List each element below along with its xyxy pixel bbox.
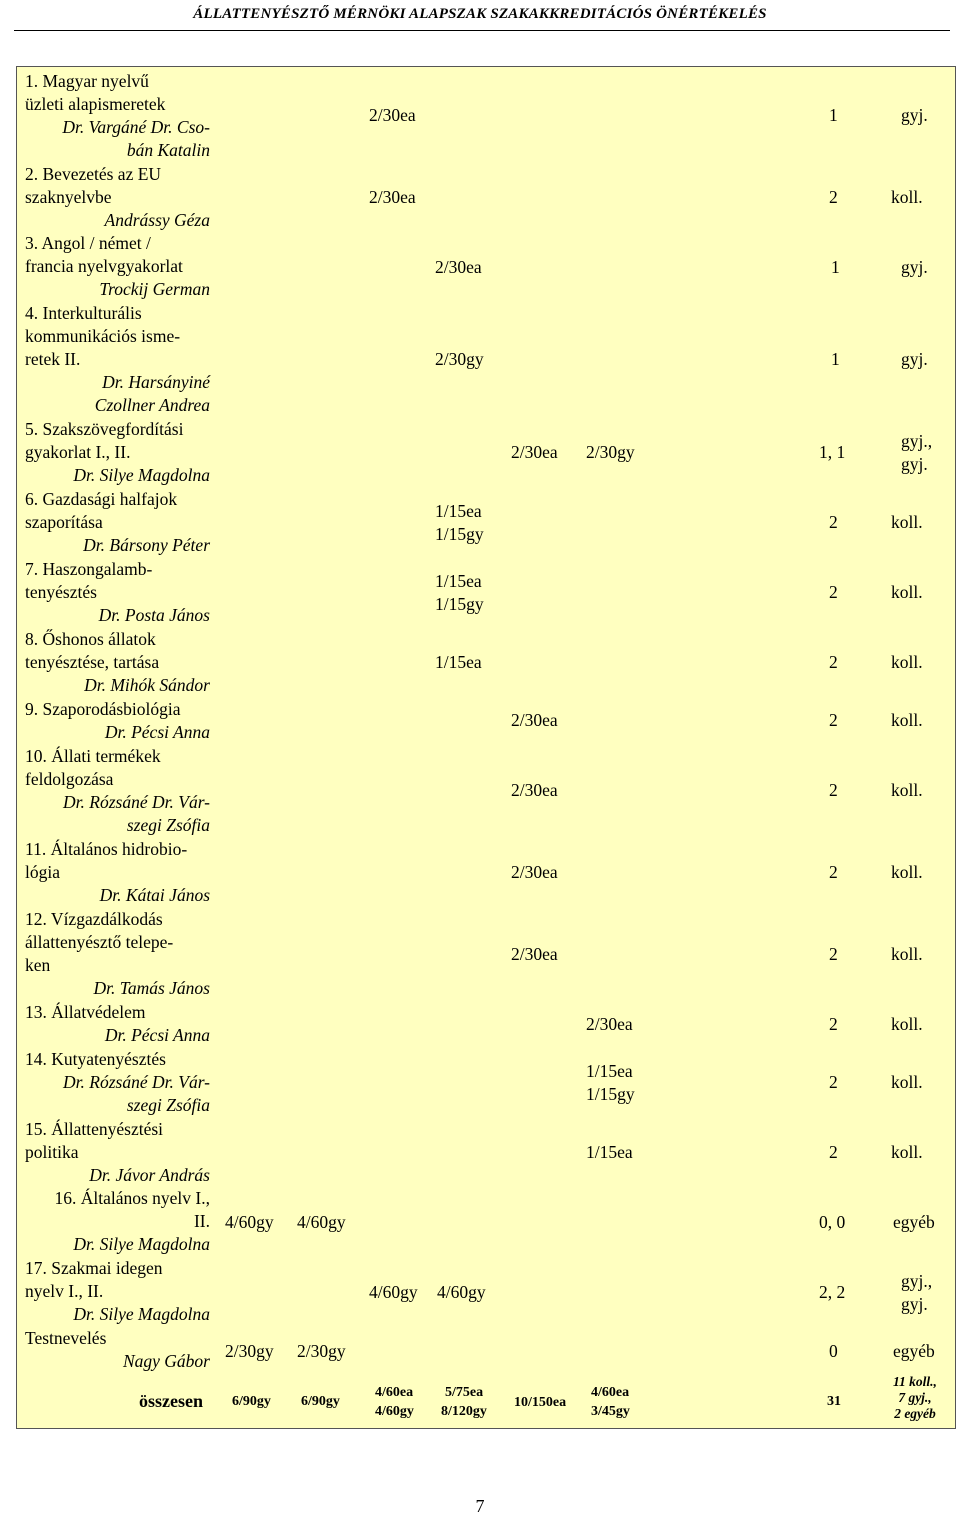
semester-cell: 2/30ea — [511, 780, 558, 800]
total-credit: 31 — [827, 1394, 841, 1409]
semester-cell: 4/60gy — [225, 1212, 274, 1232]
course-teacher: Dr. Pécsi Anna — [104, 1025, 210, 1045]
semester-cell: 2/30gy — [225, 1341, 274, 1361]
credit-value: 2 — [829, 1142, 838, 1162]
page-number: 7 — [475, 1496, 485, 1516]
course-teacher: Dr. Silye Magdolna — [73, 465, 210, 485]
semester-cell: 1/15ea — [586, 1061, 633, 1081]
credit-value: 2 — [829, 512, 838, 532]
course-title: tenyésztése, tartása — [25, 652, 160, 672]
total-cell: 5/75ea — [445, 1385, 484, 1400]
course-title: szaporítása — [25, 512, 103, 532]
course-title: 7. Haszongalamb- — [25, 559, 153, 579]
semester-cell: 2/30ea — [511, 944, 558, 964]
credit-value: 2 — [829, 710, 838, 730]
total-cell: 8/120gy — [441, 1404, 487, 1419]
course-title: 16. Általános nyelv I., — [54, 1188, 210, 1208]
semester-cell: 1/15gy — [435, 524, 484, 544]
credit-value: 0, 0 — [819, 1212, 846, 1232]
exam-type: koll. — [891, 862, 923, 882]
credit-value: 2 — [829, 944, 838, 964]
course-title: üzleti alapismeretek — [25, 94, 166, 114]
course-title: 14. Kutyatenyésztés — [25, 1049, 166, 1069]
exam-type: koll. — [891, 710, 923, 730]
course-teacher: Dr. Harsányiné — [102, 372, 210, 392]
credit-value: 2 — [829, 1072, 838, 1092]
exam-type: koll. — [891, 1142, 923, 1162]
semester-cell: 2/30ea — [369, 187, 416, 207]
course-teacher: Trockij German — [99, 279, 210, 299]
total-cell: 4/60ea — [375, 1385, 414, 1400]
credit-value: 2 — [829, 187, 838, 207]
course-title: francia nyelvgyakorlat — [25, 256, 183, 276]
exam-type: gyj. — [901, 454, 928, 474]
total-cell: 10/150ea — [514, 1395, 567, 1410]
exam-type: gyj. — [901, 105, 928, 125]
course-teacher: Dr. Posta János — [98, 605, 210, 625]
course-teacher: Dr. Vargáné Dr. Cso- — [62, 117, 210, 137]
exam-type: gyj., — [901, 431, 933, 451]
course-teacher: Dr. Pécsi Anna — [104, 722, 210, 742]
exam-type: koll. — [891, 582, 923, 602]
semester-cell: 1/15ea — [435, 501, 482, 521]
course-teacher: Nagy Gábor — [122, 1351, 210, 1371]
credit-value: 1 — [829, 105, 838, 125]
semester-cell: 2/30gy — [435, 349, 484, 369]
course-title: állattenyésztő telepe- — [25, 932, 174, 952]
exam-type: egyéb — [893, 1212, 935, 1232]
semester-cell: 4/60gy — [369, 1282, 418, 1302]
course-title: 13. Állatvédelem — [25, 1002, 146, 1022]
course-teacher: Dr. Bársony Péter — [83, 535, 210, 555]
exam-type: koll. — [891, 944, 923, 964]
course-title: tenyésztés — [25, 582, 97, 602]
totals-label: összesen — [139, 1391, 203, 1411]
course-title: Testnevelés — [25, 1328, 107, 1348]
course-teacher: szegi Zsófia — [126, 1095, 210, 1115]
course-teacher: Dr. Silye Magdolna — [73, 1304, 210, 1324]
semester-cell: 2/30ea — [369, 105, 416, 125]
exam-type: gyj. — [901, 257, 928, 277]
course-teacher: Andrássy Géza — [104, 210, 210, 230]
course-title: ken — [25, 955, 51, 975]
course-title: 5. Szakszövegfordítási — [25, 419, 184, 439]
course-title: 2. Bevezetés az EU — [25, 164, 162, 184]
course-teacher: bán Katalin — [126, 140, 210, 160]
course-title: 4. Interkulturális — [25, 303, 142, 323]
credit-value: 2 — [829, 780, 838, 800]
course-teacher: Dr. Rózsáné Dr. Vár- — [63, 1072, 210, 1092]
total-cell: 4/60gy — [375, 1404, 414, 1419]
semester-cell: 2/30gy — [297, 1341, 346, 1361]
course-title: 15. Állattenyésztési — [25, 1119, 164, 1139]
course-title: 9. Szaporodásbiológia — [25, 699, 181, 719]
course-title: kommunikációs isme- — [25, 326, 181, 346]
total-cell: 6/90gy — [301, 1394, 340, 1409]
exam-type: koll. — [891, 652, 923, 672]
semester-cell: 2/30ea — [511, 862, 558, 882]
exam-type: gyj. — [901, 349, 928, 369]
semester-cell: 4/60gy — [297, 1212, 346, 1232]
course-title: 8. Őshonos állatok — [25, 629, 156, 649]
credit-value: 2 — [829, 1014, 838, 1034]
exam-type: gyj., — [901, 1271, 933, 1291]
credit-value: 1 — [831, 257, 840, 277]
exam-type: koll. — [891, 780, 923, 800]
exam-type: koll. — [891, 187, 923, 207]
course-title: lógia — [25, 862, 60, 882]
course-title: nyelv I., II. — [25, 1281, 104, 1301]
semester-cell: 1/15gy — [435, 594, 484, 614]
page-header: ÁLLATTENYÉSZTŐ MÉRNÖKI ALAPSZAK SZAKAKKREDITÁCIÓS ÖNÉRTÉKELÉS — [193, 6, 767, 22]
semester-cell: 1/15ea — [586, 1142, 633, 1162]
course-teacher: Dr. Silye Magdolna — [73, 1234, 210, 1254]
course-title: retek II. — [25, 349, 81, 369]
semester-cell: 2/30ea — [586, 1014, 633, 1034]
semester-cell: 1/15ea — [435, 652, 482, 672]
header-rule — [14, 30, 950, 31]
semester-cell: 2/30gy — [586, 442, 635, 462]
course-title: 1. Magyar nyelvű — [25, 71, 149, 91]
exam-type: koll. — [891, 512, 923, 532]
exam-type: gyj. — [901, 1294, 928, 1314]
course-title: 11. Általános hidrobio- — [25, 839, 188, 859]
exam-type: koll. — [891, 1014, 923, 1034]
credit-value: 2 — [829, 862, 838, 882]
total-cell: 3/45gy — [591, 1404, 630, 1419]
semester-cell: 2/30ea — [511, 710, 558, 730]
course-title: 10. Állati termékek — [25, 746, 161, 766]
course-title: 6. Gazdasági halfajok — [25, 489, 178, 509]
course-teacher: Dr. Jávor András — [89, 1165, 210, 1185]
total-exam: 7 gyj., — [898, 1390, 932, 1405]
semester-cell: 2/30ea — [511, 442, 558, 462]
course-title: szaknyelvbe — [25, 187, 112, 207]
semester-cell: 4/60gy — [437, 1282, 486, 1302]
course-teacher: szegi Zsófia — [126, 815, 210, 835]
course-title: 3. Angol / német / — [25, 233, 151, 253]
credit-value: 0 — [829, 1341, 838, 1361]
course-teacher: Czollner Andrea — [94, 395, 210, 415]
total-cell: 4/60ea — [591, 1385, 630, 1400]
total-cell: 6/90gy — [232, 1394, 271, 1409]
course-title: feldolgozása — [25, 769, 114, 789]
semester-cell: 1/15gy — [586, 1084, 635, 1104]
total-exam: 2 egyéb — [894, 1406, 936, 1421]
course-title: gyakorlat I., II. — [25, 442, 131, 462]
course-teacher: Dr. Tamás János — [93, 978, 210, 998]
course-teacher: Dr. Rózsáné Dr. Vár- — [63, 792, 210, 812]
curriculum-table — [16, 66, 956, 1429]
semester-cell: 1/15ea — [435, 571, 482, 591]
credit-value: 1, 1 — [819, 442, 846, 462]
credit-value: 2 — [829, 652, 838, 672]
credit-value: 1 — [831, 349, 840, 369]
course-title: 12. Vízgazdálkodás — [25, 909, 163, 929]
credit-value: 2 — [829, 582, 838, 602]
total-exam: 11 koll., — [893, 1374, 937, 1389]
course-title: politika — [25, 1142, 79, 1162]
semester-cell: 2/30ea — [435, 257, 482, 277]
course-teacher: Dr. Kátai János — [99, 885, 210, 905]
exam-type: egyéb — [893, 1341, 935, 1361]
credit-value: 2, 2 — [819, 1282, 846, 1302]
course-title: 17. Szakmai idegen — [25, 1258, 163, 1278]
course-title: II. — [193, 1211, 210, 1231]
course-teacher: Dr. Mihók Sándor — [84, 675, 210, 695]
exam-type: koll. — [891, 1072, 923, 1092]
